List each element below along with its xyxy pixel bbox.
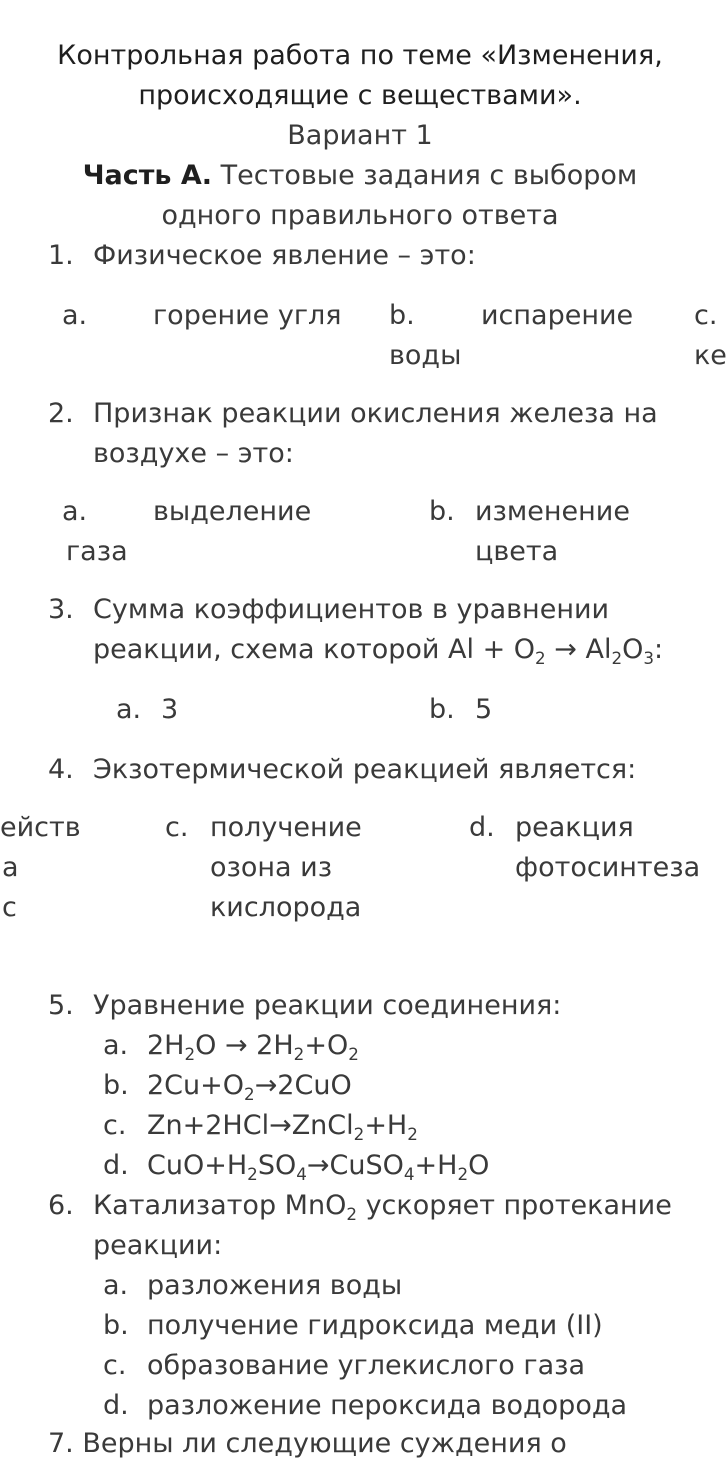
variant-label: Вариант 1 bbox=[287, 120, 433, 151]
q5-option-a-equation: $2H_2O \to 2H_2+O_2$ bbox=[147, 1030, 359, 1064]
q4-number: 4. bbox=[48, 754, 74, 785]
q5-option-d-marker: d. bbox=[103, 1150, 129, 1181]
q5-number: 5. bbox=[48, 990, 74, 1021]
q2-number: 2. bbox=[48, 398, 74, 429]
q3-number: 3. bbox=[48, 594, 74, 625]
part-description: Тестовые задания с выбором bbox=[220, 160, 638, 191]
q6-option-c-marker: c. bbox=[103, 1350, 127, 1381]
q2-text-1: Признак реакции окисления железа на bbox=[93, 398, 658, 429]
q5-option-b-equation: $2Cu+O_2\to 2CuO$ bbox=[147, 1070, 352, 1104]
q6-number: 6. bbox=[48, 1190, 74, 1221]
q4-option-d-text-2: фотосинтеза bbox=[515, 852, 701, 883]
q5-option-b-marker: b. bbox=[103, 1070, 129, 1101]
q5-text: Уравнение реакции соединения: bbox=[93, 990, 562, 1021]
q1-option-a-text: горение угля bbox=[153, 300, 342, 331]
q1-option-c-text: ке bbox=[694, 340, 727, 371]
q1-option-b-marker: b. bbox=[389, 300, 415, 331]
q6-option-b-text: получение гидроксида меди (II) bbox=[147, 1310, 603, 1341]
q4-cut-fragment-1: ейств bbox=[0, 812, 81, 843]
q6-option-d-marker: d. bbox=[103, 1390, 129, 1421]
q6-option-b-marker: b. bbox=[103, 1310, 129, 1341]
q1-option-a-marker: a. bbox=[62, 300, 88, 331]
q3-option-a-marker: a. bbox=[116, 694, 142, 725]
q2-option-a-text-2: газа bbox=[66, 536, 128, 567]
q1-option-c-marker: c. bbox=[694, 300, 718, 331]
q6-text-1: Катализатор MnO$_2$ ускоряет протекание bbox=[93, 1190, 672, 1224]
q4-text: Экзотермической реакцией является: bbox=[93, 754, 637, 785]
part-label: Часть А. bbox=[82, 160, 213, 191]
part-description-line-2: одного правильного ответа bbox=[161, 200, 559, 231]
q3-text-1: Сумма коэффициентов в уравнении bbox=[93, 594, 610, 625]
q2-text-2: воздухе – это: bbox=[93, 438, 294, 469]
q6-text-2: реакции: bbox=[93, 1230, 223, 1261]
q1-text: Физическое явление – это: bbox=[93, 240, 476, 271]
q2-option-b-text-2: цвета bbox=[475, 536, 559, 567]
q4-option-d-text: реакция bbox=[515, 812, 634, 843]
q4-cut-fragment-2: а bbox=[2, 852, 19, 883]
q5-option-c-marker: c. bbox=[103, 1110, 127, 1141]
q4-option-c-text: получение bbox=[210, 812, 362, 843]
q5-option-a-marker: a. bbox=[103, 1030, 129, 1061]
q1-option-b-text: испарение bbox=[481, 300, 634, 331]
q3-option-b-marker: b. bbox=[429, 694, 455, 725]
q3-option-b-value: 5 bbox=[475, 694, 493, 725]
q3-text-2: реакции, схема которой $Al + O_2 \to Al_2O_3$: bbox=[93, 634, 664, 668]
q4-cut-fragment-3: с bbox=[2, 892, 17, 923]
q6-option-a-text: разложения воды bbox=[147, 1270, 403, 1301]
q6-option-c-text: образование углекислого газа bbox=[147, 1350, 586, 1381]
q4-option-c-text-2: озона из bbox=[210, 852, 333, 883]
q1-number: 1. bbox=[48, 240, 74, 271]
q2-option-b-text: изменение bbox=[475, 496, 630, 527]
q5-option-d-equation: $CuO+H_2SO_4\to CuSO_4+H_2O$ bbox=[147, 1150, 490, 1184]
q4-option-c-marker: c. bbox=[165, 812, 189, 843]
q3-option-a-value: 3 bbox=[161, 694, 179, 725]
q6-option-d-text: разложение пероксида водорода bbox=[147, 1390, 628, 1421]
q7-partial-text: 7. Верны ли следующие суждения о bbox=[48, 1428, 567, 1459]
q2-option-a-text: выделение bbox=[153, 496, 312, 527]
q2-option-b-marker: b. bbox=[429, 496, 455, 527]
q5-option-c-equation: $Zn+2HCl\to ZnCl_2+H_2$ bbox=[147, 1110, 418, 1144]
q1-option-b-text-2: воды bbox=[389, 340, 462, 371]
title-line-2: происходящие с веществами». bbox=[138, 80, 582, 111]
q4-option-d-marker: d. bbox=[469, 812, 495, 843]
title-line-1: Контрольная работа по теме «Изменения, bbox=[57, 40, 663, 71]
part-heading bbox=[0, 156, 720, 196]
q4-option-c-text-3: кислорода bbox=[210, 892, 362, 923]
q2-option-a-marker: a. bbox=[62, 496, 88, 527]
q6-option-a-marker: a. bbox=[103, 1270, 129, 1301]
